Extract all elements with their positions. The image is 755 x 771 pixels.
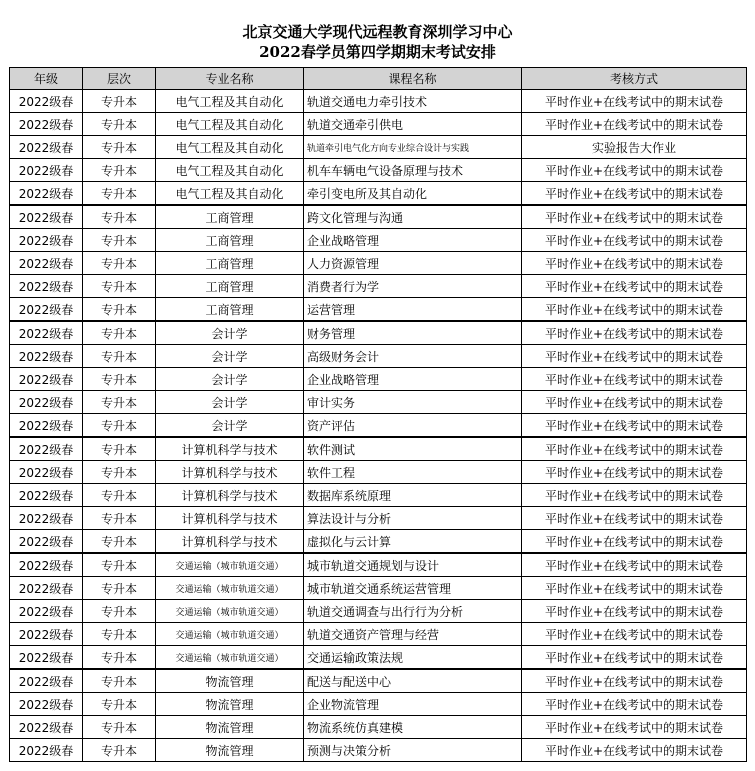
cell-exam-method: 平时作业+在线考试中的期末试卷 (522, 530, 747, 554)
document-subtitle: 2022春学员第四学期期末考试安排 (259, 43, 496, 61)
cell-exam-method: 平时作业+在线考试中的期末试卷 (522, 345, 747, 368)
cell-level: 专升本 (83, 600, 156, 623)
cell-course: 虚拟化与云计算 (304, 530, 522, 554)
cell-course: 高级财务会计 (304, 345, 522, 368)
cell-major: 会计学 (156, 345, 304, 368)
table-row (10, 530, 747, 554)
cell-grade: 2022级春 (10, 136, 83, 159)
table-row (10, 507, 747, 530)
cell-grade: 2022级春 (10, 553, 83, 577)
cell-major: 计算机科学与技术 (156, 530, 304, 554)
cell-level: 专升本 (83, 669, 156, 693)
table-row (10, 437, 747, 461)
cell-major: 电气工程及其自动化 (156, 113, 304, 136)
cell-grade: 2022级春 (10, 159, 83, 182)
cell-grade: 2022级春 (10, 90, 83, 113)
cell-course: 跨文化管理与沟通 (304, 205, 522, 229)
cell-grade: 2022级春 (10, 461, 83, 484)
cell-course: 机车车辆电气设备原理与技术 (304, 159, 522, 182)
cell-course: 配送与配送中心 (304, 669, 522, 693)
cell-course: 牵引变电所及其自动化 (304, 182, 522, 206)
table-row (10, 252, 747, 275)
cell-grade: 2022级春 (10, 368, 83, 391)
cell-exam-method: 平时作业+在线考试中的期末试卷 (522, 437, 747, 461)
cell-level: 专升本 (83, 646, 156, 670)
cell-level: 专升本 (83, 298, 156, 322)
cell-level: 专升本 (83, 159, 156, 182)
cell-grade: 2022级春 (10, 716, 83, 739)
cell-level: 专升本 (83, 345, 156, 368)
cell-grade: 2022级春 (10, 205, 83, 229)
table-row (10, 159, 747, 182)
cell-course: 预测与决策分析 (304, 739, 522, 762)
cell-major: 物流管理 (156, 716, 304, 739)
cell-exam-method: 平时作业+在线考试中的期末试卷 (522, 646, 747, 670)
cell-major: 电气工程及其自动化 (156, 136, 304, 159)
table-row (10, 391, 747, 414)
cell-major: 电气工程及其自动化 (156, 182, 304, 206)
cell-major: 会计学 (156, 368, 304, 391)
document-title: 北京交通大学现代远程教育深圳学习中心 (242, 23, 513, 41)
cell-major: 交通运输（城市轨道交通） (156, 553, 304, 577)
table-row (10, 646, 747, 670)
table-row (10, 669, 747, 693)
cell-course: 轨道交通资产管理与经营 (304, 623, 522, 646)
cell-grade: 2022级春 (10, 182, 83, 206)
table-row (10, 229, 747, 252)
cell-grade: 2022级春 (10, 600, 83, 623)
cell-exam-method: 平时作业+在线考试中的期末试卷 (522, 577, 747, 600)
cell-level: 专升本 (83, 205, 156, 229)
cell-grade: 2022级春 (10, 391, 83, 414)
cell-exam-method: 平时作业+在线考试中的期末试卷 (522, 669, 747, 693)
cell-grade: 2022级春 (10, 577, 83, 600)
cell-major: 计算机科学与技术 (156, 437, 304, 461)
cell-major: 工商管理 (156, 275, 304, 298)
table-row (10, 205, 747, 229)
cell-major: 物流管理 (156, 739, 304, 762)
cell-course: 轨道牵引电气化方向专业综合设计与实践 (304, 136, 522, 159)
cell-major: 电气工程及其自动化 (156, 159, 304, 182)
cell-course: 软件工程 (304, 461, 522, 484)
cell-exam-method: 平时作业+在线考试中的期末试卷 (522, 553, 747, 577)
table-row (10, 553, 747, 577)
cell-major: 工商管理 (156, 252, 304, 275)
cell-level: 专升本 (83, 693, 156, 716)
exam-schedule-table (9, 67, 747, 762)
table-row (10, 484, 747, 507)
header-exam-method: 考核方式 (522, 68, 747, 90)
cell-level: 专升本 (83, 553, 156, 577)
cell-grade: 2022级春 (10, 275, 83, 298)
cell-grade: 2022级春 (10, 693, 83, 716)
cell-major: 会计学 (156, 414, 304, 438)
cell-exam-method: 平时作业+在线考试中的期末试卷 (522, 461, 747, 484)
cell-level: 专升本 (83, 623, 156, 646)
cell-course: 财务管理 (304, 321, 522, 345)
cell-course: 资产评估 (304, 414, 522, 438)
header-grade: 年级 (10, 68, 83, 90)
cell-course: 轨道交通电力牵引技术 (304, 90, 522, 113)
cell-major: 计算机科学与技术 (156, 507, 304, 530)
cell-grade: 2022级春 (10, 739, 83, 762)
cell-exam-method: 平时作业+在线考试中的期末试卷 (522, 391, 747, 414)
cell-grade: 2022级春 (10, 530, 83, 554)
cell-major: 会计学 (156, 391, 304, 414)
table-row (10, 623, 747, 646)
cell-exam-method: 平时作业+在线考试中的期末试卷 (522, 298, 747, 322)
table-row (10, 414, 747, 438)
cell-grade: 2022级春 (10, 414, 83, 438)
cell-level: 专升本 (83, 321, 156, 345)
cell-exam-method: 平时作业+在线考试中的期末试卷 (522, 159, 747, 182)
table-row (10, 321, 747, 345)
cell-level: 专升本 (83, 716, 156, 739)
cell-course: 审计实务 (304, 391, 522, 414)
cell-major: 交通运输（城市轨道交通） (156, 646, 304, 670)
cell-exam-method: 平时作业+在线考试中的期末试卷 (522, 414, 747, 438)
table-row (10, 275, 747, 298)
cell-course: 数据库系统原理 (304, 484, 522, 507)
cell-level: 专升本 (83, 739, 156, 762)
cell-course: 人力资源管理 (304, 252, 522, 275)
table-row (10, 716, 747, 739)
cell-exam-method: 平时作业+在线考试中的期末试卷 (522, 182, 747, 206)
cell-major: 计算机科学与技术 (156, 484, 304, 507)
cell-grade: 2022级春 (10, 507, 83, 530)
cell-exam-method: 平时作业+在线考试中的期末试卷 (522, 368, 747, 391)
table-row (10, 345, 747, 368)
cell-major: 工商管理 (156, 298, 304, 322)
header-major: 专业名称 (156, 68, 304, 90)
cell-major: 工商管理 (156, 229, 304, 252)
cell-major: 交通运输（城市轨道交通） (156, 623, 304, 646)
cell-course: 轨道交通调查与出行行为分析 (304, 600, 522, 623)
cell-level: 专升本 (83, 484, 156, 507)
cell-level: 专升本 (83, 391, 156, 414)
cell-course: 企业物流管理 (304, 693, 522, 716)
cell-grade: 2022级春 (10, 484, 83, 507)
cell-exam-method: 平时作业+在线考试中的期末试卷 (522, 693, 747, 716)
cell-major: 计算机科学与技术 (156, 461, 304, 484)
cell-level: 专升本 (83, 90, 156, 113)
table-row (10, 90, 747, 113)
cell-course: 城市轨道交通系统运营管理 (304, 577, 522, 600)
cell-course: 软件测试 (304, 437, 522, 461)
table-row (10, 113, 747, 136)
cell-exam-method: 平时作业+在线考试中的期末试卷 (522, 739, 747, 762)
table-row (10, 577, 747, 600)
cell-level: 专升本 (83, 113, 156, 136)
cell-exam-method: 平时作业+在线考试中的期末试卷 (522, 205, 747, 229)
cell-level: 专升本 (83, 252, 156, 275)
cell-grade: 2022级春 (10, 252, 83, 275)
cell-level: 专升本 (83, 461, 156, 484)
cell-exam-method: 平时作业+在线考试中的期末试卷 (522, 90, 747, 113)
cell-major: 工商管理 (156, 205, 304, 229)
cell-major: 会计学 (156, 321, 304, 345)
cell-course: 算法设计与分析 (304, 507, 522, 530)
cell-grade: 2022级春 (10, 321, 83, 345)
cell-course: 运营管理 (304, 298, 522, 322)
cell-grade: 2022级春 (10, 669, 83, 693)
table-row (10, 461, 747, 484)
cell-major: 物流管理 (156, 669, 304, 693)
cell-grade: 2022级春 (10, 646, 83, 670)
table-header-row (10, 68, 747, 90)
cell-level: 专升本 (83, 229, 156, 252)
cell-exam-method: 平时作业+在线考试中的期末试卷 (522, 113, 747, 136)
cell-exam-method: 平时作业+在线考试中的期末试卷 (522, 252, 747, 275)
table-row (10, 368, 747, 391)
cell-course: 企业战略管理 (304, 229, 522, 252)
table-row (10, 182, 747, 206)
cell-major: 交通运输（城市轨道交通） (156, 577, 304, 600)
cell-level: 专升本 (83, 577, 156, 600)
table-body (10, 90, 747, 762)
table-row (10, 136, 747, 159)
cell-exam-method: 平时作业+在线考试中的期末试卷 (522, 275, 747, 298)
cell-course: 轨道交通牵引供电 (304, 113, 522, 136)
cell-exam-method: 平时作业+在线考试中的期末试卷 (522, 600, 747, 623)
cell-grade: 2022级春 (10, 113, 83, 136)
cell-level: 专升本 (83, 530, 156, 554)
table-row (10, 600, 747, 623)
cell-level: 专升本 (83, 437, 156, 461)
header-level: 层次 (83, 68, 156, 90)
cell-exam-method: 平时作业+在线考试中的期末试卷 (522, 484, 747, 507)
cell-level: 专升本 (83, 414, 156, 438)
cell-exam-method: 平时作业+在线考试中的期末试卷 (522, 623, 747, 646)
cell-exam-method: 实验报告大作业 (522, 136, 747, 159)
cell-grade: 2022级春 (10, 437, 83, 461)
cell-grade: 2022级春 (10, 229, 83, 252)
cell-level: 专升本 (83, 507, 156, 530)
table-row (10, 693, 747, 716)
cell-exam-method: 平时作业+在线考试中的期末试卷 (522, 716, 747, 739)
cell-exam-method: 平时作业+在线考试中的期末试卷 (522, 507, 747, 530)
cell-level: 专升本 (83, 368, 156, 391)
cell-grade: 2022级春 (10, 298, 83, 322)
cell-exam-method: 平时作业+在线考试中的期末试卷 (522, 229, 747, 252)
cell-major: 电气工程及其自动化 (156, 90, 304, 113)
cell-level: 专升本 (83, 136, 156, 159)
table-row (10, 298, 747, 322)
cell-course: 消费者行为学 (304, 275, 522, 298)
cell-major: 物流管理 (156, 693, 304, 716)
cell-level: 专升本 (83, 182, 156, 206)
cell-course: 交通运输政策法规 (304, 646, 522, 670)
cell-course: 企业战略管理 (304, 368, 522, 391)
cell-level: 专升本 (83, 275, 156, 298)
table-row (10, 739, 747, 762)
cell-grade: 2022级春 (10, 623, 83, 646)
header-course: 课程名称 (304, 68, 522, 90)
cell-exam-method: 平时作业+在线考试中的期末试卷 (522, 321, 747, 345)
cell-course: 城市轨道交通规划与设计 (304, 553, 522, 577)
cell-grade: 2022级春 (10, 345, 83, 368)
cell-course: 物流系统仿真建模 (304, 716, 522, 739)
cell-major: 交通运输（城市轨道交通） (156, 600, 304, 623)
